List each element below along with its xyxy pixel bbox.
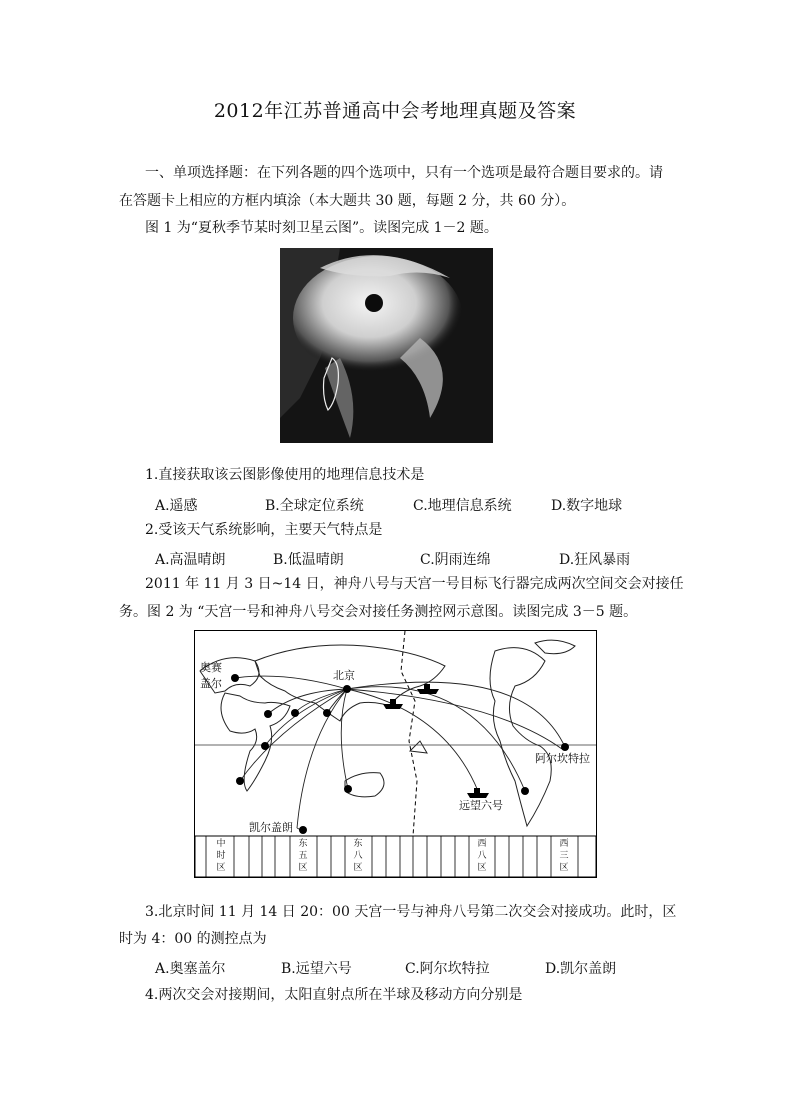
zone-label-west3: 西 三 区 — [559, 839, 569, 873]
zone-label-west8: 西 八 区 — [477, 839, 487, 873]
satellite-cloud-image — [280, 248, 493, 443]
q3-stem-line1: 3.北京时间 11 月 14 日 20：00 天宫一号与神舟八号第二次交会对接成功。此时，区 — [145, 904, 677, 920]
q1-option-d[interactable]: D.数字地球 — [551, 498, 623, 514]
q1-option-b[interactable]: B.全球定位系统 — [265, 498, 364, 514]
typhoon-cloud-graphic — [280, 248, 493, 443]
q2-option-b[interactable]: B.低温晴朗 — [273, 552, 344, 568]
q1-option-a[interactable]: A.遥感 — [155, 498, 198, 514]
q3-option-d[interactable]: D.凯尔盖朗 — [545, 961, 617, 977]
label-aosai: 奥赛 — [200, 661, 222, 674]
label-kaierge: 凯尔盖朗 — [249, 821, 293, 834]
zone-label-utc0: 中 时 区 — [216, 839, 226, 873]
section-intro-line2: 在答题卡上相应的方框内填涂（本大题共 30 题，每题 2 分，共 60 分）。 — [119, 193, 576, 209]
passage-line1: 2011 年 11 月 3 日~14 日，神舟八号与天宫一号目标飞行器完成两次空间交会对接任 — [145, 576, 684, 592]
page-title: 2012年江苏普通高中会考地理真题及答案 — [213, 100, 577, 122]
q2-option-d[interactable]: D.狂风暴雨 — [559, 552, 631, 568]
label-yuanwang6: 远望六号 — [459, 799, 503, 812]
q1-stem: 1.直接获取该云图影像使用的地理信息技术是 — [145, 467, 425, 483]
q4-stem: 4.两次交会对接期间，太阳直射点所在半球及移动方向分别是 — [145, 987, 523, 1003]
zone-label-east8: 东 八 区 — [353, 839, 363, 873]
label-gaier: 盖尔 — [200, 677, 222, 690]
q2-option-c[interactable]: C.阴雨连绵 — [420, 552, 491, 568]
label-aerkantela: 阿尔坎特拉 — [535, 752, 590, 765]
section-intro-line1: 一、单项选择题：在下列各题的四个选项中，只有一个选项是最符合题目要求的。请 — [145, 165, 663, 181]
passage-line2: 务。图 2 为 “天宫一号和神舟八号交会对接任务测控网示意图。读图完成 3－5 题。 — [119, 604, 638, 620]
label-beijing: 北京 — [333, 669, 355, 682]
q3-option-a[interactable]: A.奥塞盖尔 — [155, 961, 226, 977]
zone-label-east5: 东 五 区 — [298, 839, 308, 873]
fig1-caption: 图 1 为“夏秋季节某时刻卫星云图”。读图完成 1－2 题。 — [145, 220, 498, 236]
q3-option-c[interactable]: C.阿尔坎特拉 — [405, 961, 490, 977]
q2-stem: 2.受该天气系统影响，主要天气特点是 — [145, 522, 383, 538]
tracking-network-map — [194, 630, 597, 878]
q2-option-a[interactable]: A.高温晴朗 — [155, 552, 226, 568]
q3-stem-line2: 时为 4：00 的测控点为 — [119, 931, 267, 947]
q1-option-c[interactable]: C.地理信息系统 — [413, 498, 512, 514]
q3-option-b[interactable]: B.远望六号 — [281, 961, 352, 977]
